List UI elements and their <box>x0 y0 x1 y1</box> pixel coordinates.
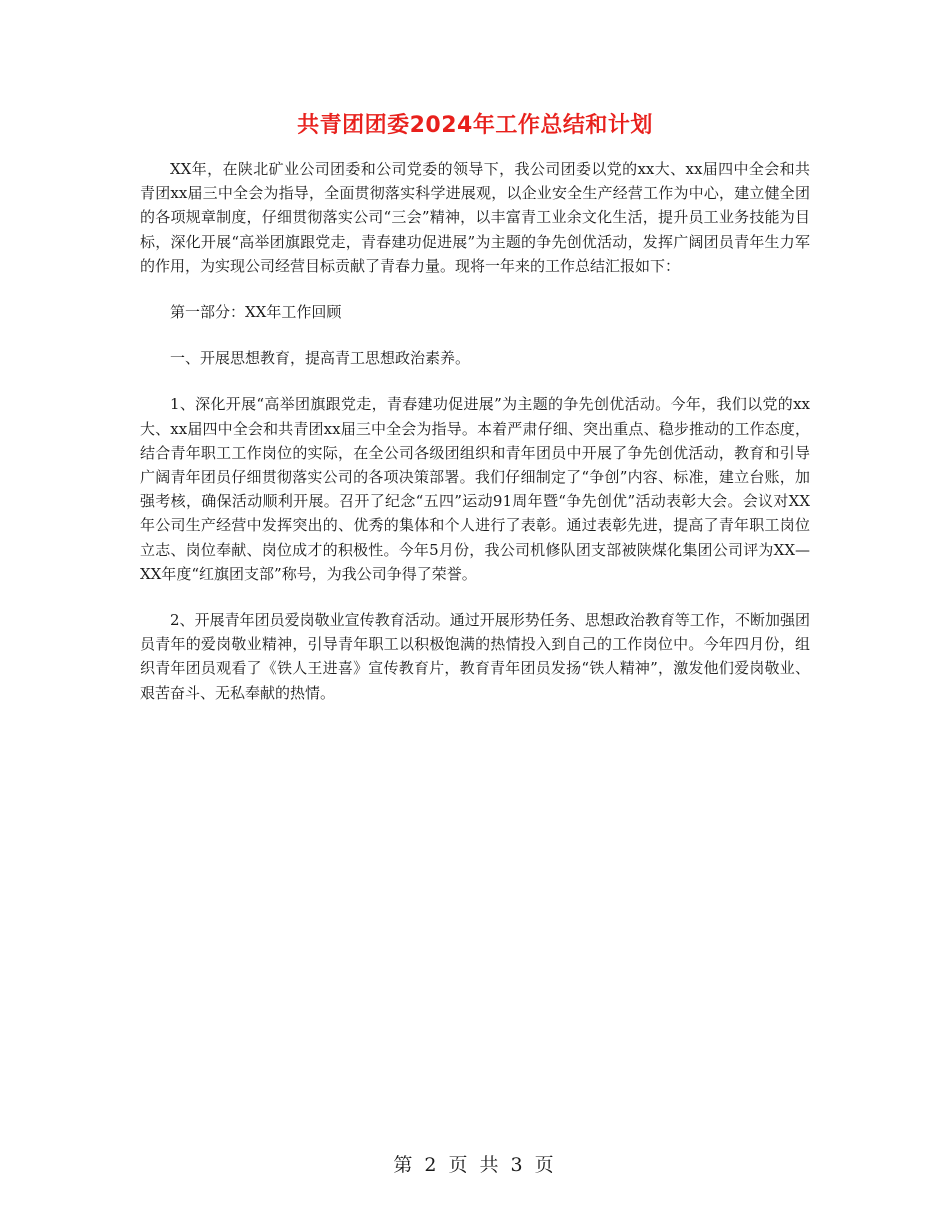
item-2-paragraph: 2、开展青年团员爱岗敬业宣传教育活动。通过开展形势任务、思想政治教育等工作，不断加强团员青年的爱岗敬业精神，引导青年职工以积极饱满的热情投入到自己的工作岗位中。今年四月份，组织青年团员观看了《铁人王进喜》宣传教育片，教育青年团员发扬“铁人精神”，激发他们爱岗敬业、艰苦奋斗、无私奉献的热情。 <box>140 611 810 702</box>
intro-paragraph: XX年，在陕北矿业公司团委和公司党委的领导下，我公司团委以党的xx大、xx届四中全会和共青团xx届三中全会为指导，全面贯彻落实科学进展观，以企业安全生产经营工作为中心，建立健全团的各项规章制度，仔细贯彻落实公司“三会”精神，以丰富青工业余文化生活，提升员工业务技能为目标，深化开展“高举团旗跟党走，青春建功促进展”为主题的争先创优活动，发挥广阔团员青年生力军的作用，为实现公司经营目标贡献了青春力量。现将一年来的工作总结汇报如下： <box>140 160 810 275</box>
section-heading: 第一部分：XX年工作回顾 <box>170 303 342 322</box>
page-number-footer: 第 2 页 共 3 页 <box>393 1154 557 1176</box>
item-1-paragraph: 1、深化开展“高举团旗跟党走，青春建功促进展”为主题的争先创优活动。今年，我们以党的xx大、xx届四中全会和共青团xx届三中全会为指导。本着严肃仔细、突出重点、稳步推动的工作态度，结合青年职工工作岗位的实际，在全公司各级团组织和青年团员中开展了争先创优活动，教育和引导广阔青年团员仔细贯彻落实公司的各项决策部署。我们仔细制定了“争创”内容、标准，建立台账，加强考核，确保活动顺利开展。召开了纪念“五四”运动91周年暨“争先创优”活动表彰大会。会议对XX年公司生产经营中发挥突出的、优秀的集体和个人进行了表彰。通过表彰先进，提高了青年职工岗位立志、岗位奉献、岗位成才的积极性。今年5月份，我公司机修队团支部被陕煤化集团公司评为XX—XX年度“红旗团支部”称号，为我公司争得了荣誉。 <box>140 395 810 583</box>
document-title: 共青团团委2024年工作总结和计划 <box>297 113 653 138</box>
subsection-heading: 一、开展思想教育，提高青工思想政治素养。 <box>170 349 471 368</box>
document-body <box>140 157 810 727</box>
